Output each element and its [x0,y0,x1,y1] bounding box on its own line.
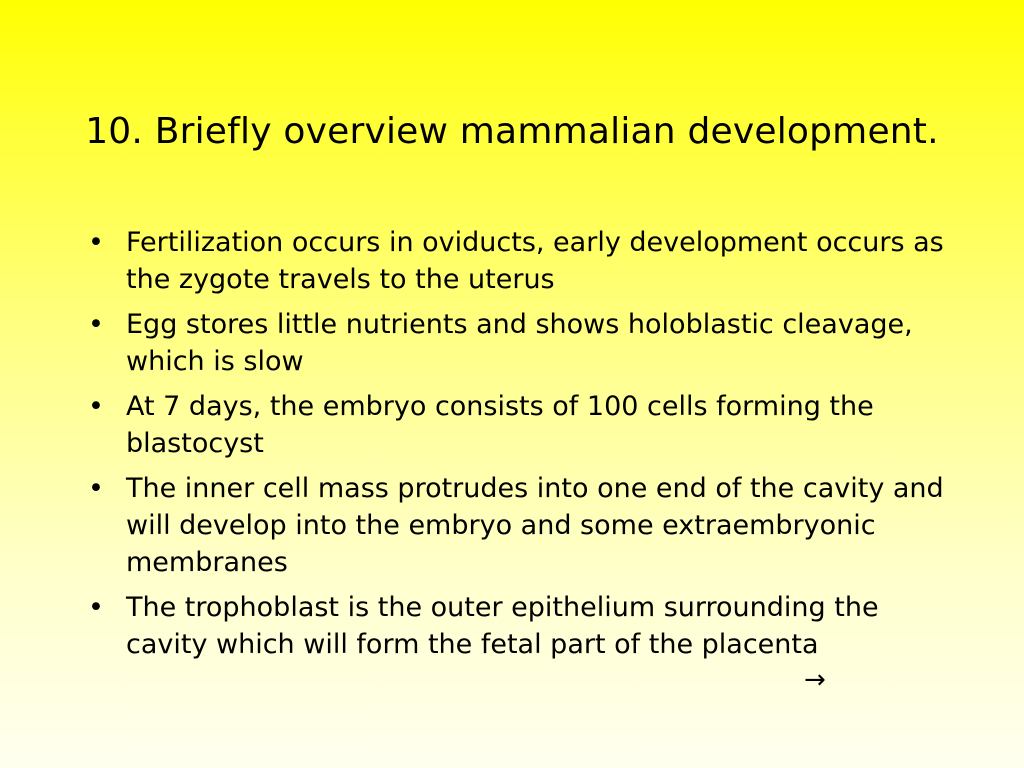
bullet-marker: • [88,391,104,422]
bullet-list [86,224,946,671]
bullet-item-4 [86,470,946,581]
bullet-text: The inner cell mass protrudes into one end of the cavity and will develop into the embryo and some extraembryonic membranes [126,473,944,578]
bullet-item-5 [86,589,946,663]
slide-title: 10. Briefly overview mammalian development. [85,111,939,152]
bullet-text: Fertilization occurs in oviducts, early development occurs as the zygote travels to the uterus [126,227,944,295]
right-arrow-icon[interactable]: → [804,665,826,695]
bullet-item-3 [86,388,946,462]
bullet-text: Egg stores little nutrients and shows holoblastic cleavage, which is slow [126,309,913,377]
bullet-marker: • [88,473,104,504]
bullet-text: The trophoblast is the outer epithelium surrounding the cavity which will form the fetal part of the placenta [126,592,879,660]
bullet-marker: • [88,309,104,340]
bullet-text: At 7 days, the embryo consists of 100 cells forming the blastocyst [126,391,874,459]
bullet-marker: • [88,592,104,623]
bullet-item-2 [86,306,946,380]
bullet-marker: • [88,227,104,258]
bullet-item-1 [86,224,946,298]
